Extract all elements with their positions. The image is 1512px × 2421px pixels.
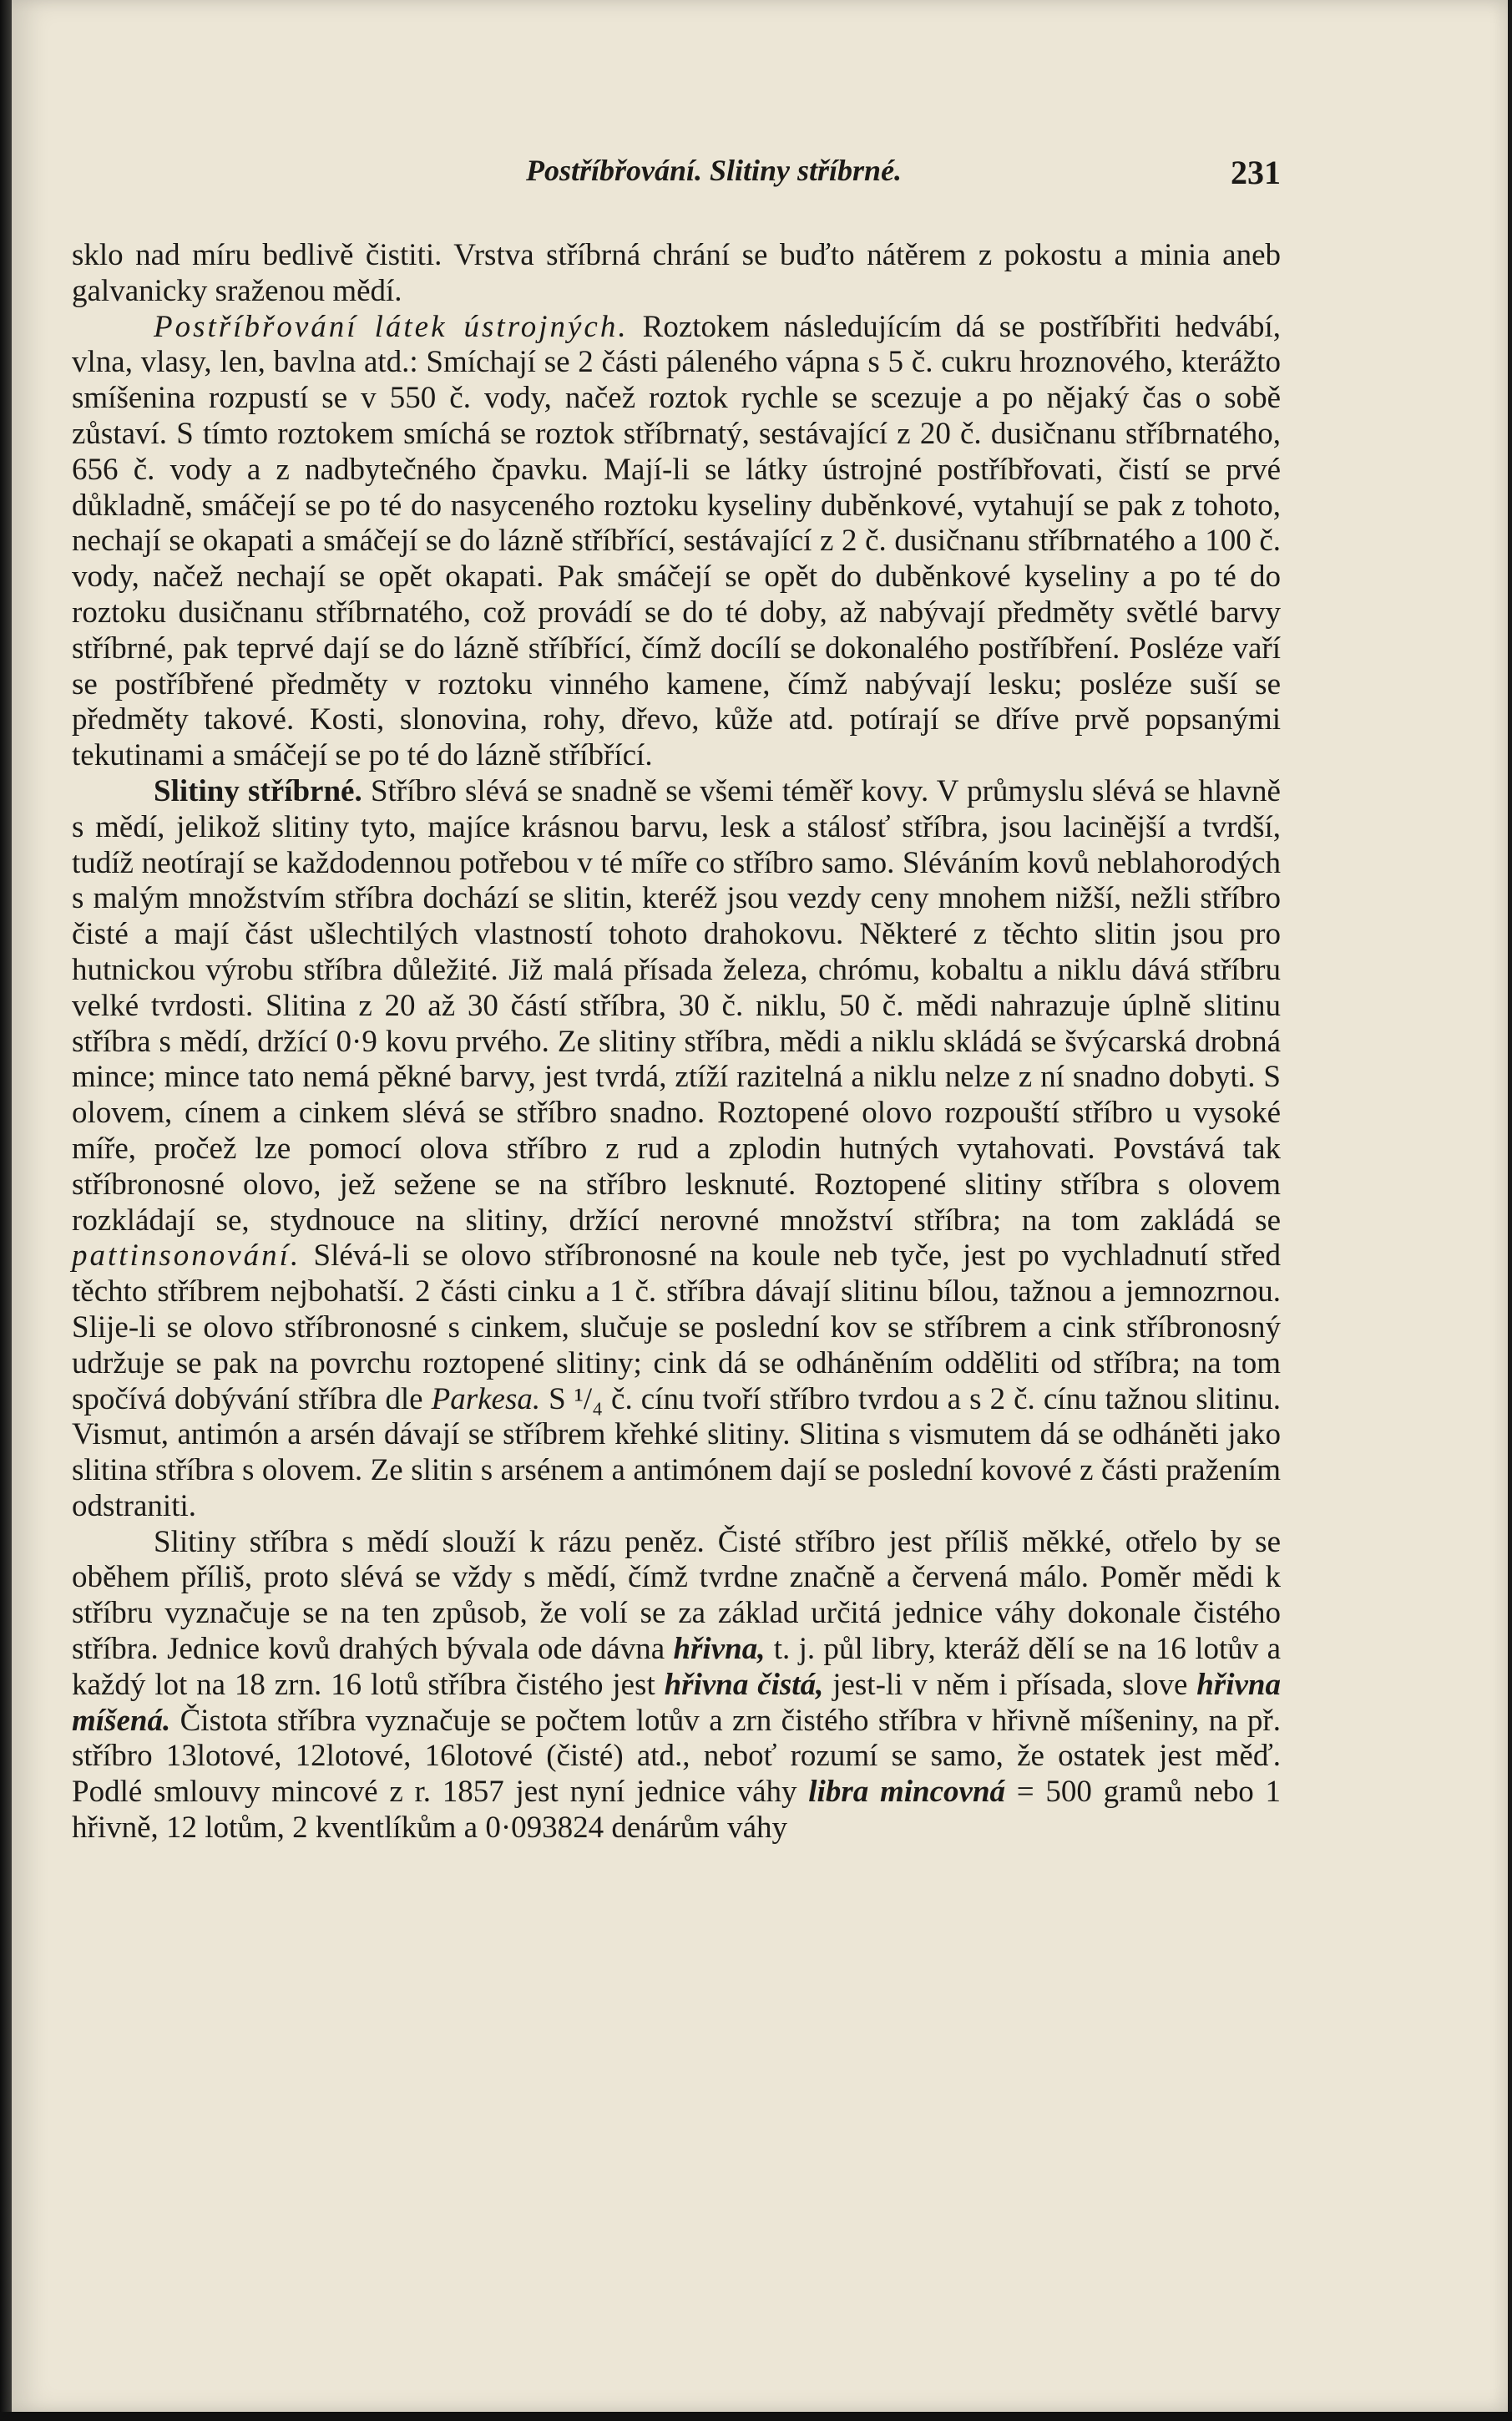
paragraph-3-text-c: S ¹/₄ č. cínu tvoří stříbro tvrdou a s 2 č. cínu tažnou slitinu. Vismut, antimón a arsén dávají se stříbrem křehké slitiny. Slitina s vismutem dá se odháněti jako slitina stříbra s olovem. Ze slitin s arsénem a antimónem dají se poslední kovové z části pražením odstraniti. [72, 1381, 1281, 1523]
section-heading-organic-silvering: Postříbřování látek ústrojných. [154, 309, 629, 344]
term-parkes: Parkesa. [431, 1381, 541, 1416]
term-pattinsonovani: pattinsonování. [72, 1238, 301, 1274]
paragraph-1-text: sklo nad míru bedlivě čistiti. Vrstva stříbrná chrání se buďto nátěrem z pokostu a minia aneb galvanicky sraženou mědí. [72, 238, 1281, 308]
paragraph-3-text-a: Stříbro slévá se snadně se všemi téměř kovy. V průmyslu slévá se hlavně s mědí, jelikož slitiny tyto, majíce krásnou barvu, lesk a stálosť stříbra, jsou lacinější a tvrdší, tudíž neotírají se každodennou potřebou v té míře co stříbro samo. Sléváním kovů neblahorodých s malým množstvím stříbra dochází se slitin, kteréž jsou vezdy ceny mnohem nižší, nežli stříbro čisté a mají část ušlechtilých vlastností tohoto drahokovu. Některé z těchto slitin jsou pro hutnickou výrobu stříbra důležité. Již malá přísada železa, chrómu, kobaltu a niklu dává stříbru velké tvrdosti. Slitina z 20 až 30 částí stříbra, 30 č. niklu, 50 č. mědi nahrazuje úplně slitinu stříbra s mědí, držící 0·9 kovu prvého. Ze slitiny stříbra, mědi a niklu skládá se švýcarská drobná mince; mince tato nemá pěkné barvy, jest tvrdá, ztíží razitelná a niklu nelze z ní snadno dobyti. S olovem, cínem a cinkem slévá se stříbro snadno. Roztopené olovo rozpouští stříbro u vysoké míře, pročež lze pomocí olova stříbro z rud a zplodin hutných vytahovati. Povstává tak stříbronosné olovo, jež sežene se na stříbro lesknuté. Roztopené slitiny stříbra s olovem rozkládají se, stydnouce na slitiny, držící nerovné množství stříbra; na tom zakládá se [72, 773, 1281, 1238]
page-number: 231 [1231, 154, 1281, 191]
term-hrivna-cista: hřivna čistá, [664, 1667, 824, 1702]
paragraph-3 [72, 774, 1281, 1525]
running-title: Postříbřování. Slitiny stříbrné. [525, 154, 903, 187]
page-header [72, 153, 1281, 195]
paragraph-4 [72, 1525, 1281, 1846]
term-hrivna-misena: hřivna míšená. [72, 1667, 1281, 1738]
term-hrivna: hřivna, [673, 1632, 766, 1667]
paragraph-2 [72, 310, 1281, 774]
paragraph-4-text-e: = 500 gramů nebo 1 hřivně, 12 lotům, 2 kventlíkům a 0·093824 denárům váhy [72, 1775, 1281, 1846]
paragraph-2-text: Roztokem následujícím dá se postříbřiti hedvábí, vlna, vlasy, len, bavlna atd.: Smíchají se 2 části páleného vápna s 5 č. cukru hroznového, kterážto smíšenina rozpustí se v 550 č. vody, načež roztok rychle se scezuje a po nějaký čas o sobě zůstaví. S tímto roztokem smíchá se roztok stříbrnatý, sestávající z 20 č. dusičnanu stříbrnatého, 656 č. vody a z nadbytečného čpavku. Mají-li se látky ústrojné postříbřovati, čistí se prvé důkladně, smáčejí se po té do nasyceného roztoku kyseliny duběnkové, vytahují se pak z tohoto, nechají se okapati a smáčejí se do lázně stříbřící, sestávající z 2 č. dusičnanu stříbrnatého a 100 č. vody, načež nechají se opět okapati. Pak smáčejí se opět do duběnkové kyseliny a po té do roztoku dusičnanu stříbrnatého, což provádí se do té doby, až nabývají předměty světlé barvy stříbrné, pak teprvé dají se do lázně stříbřící, čímž docílí se dokonalého postříbření. Posléze vaří se postříbřené předměty v roztoku vinného kamene, čímž nabývají lesku; posléze suší se předměty takové. Kosti, slonovina, rohy, dřevo, kůže atd. potírají se dříve prvě popsanými tekutinami a smáčejí se po té do lázně stříbřící. [72, 309, 1281, 773]
paragraph-3-text-b: Slévá-li se olovo stříbronosné na koule neb tyče, jest po vychladnutí střed těchto stříbrem nejbohatší. 2 části cinku a 1 č. stříbra dávají slitinu bílou, tažnou a jemnozrnou. Slije-li se olovo stříbronosné s cinkem, slučuje se poslední kov se stříbrem a cink stříbronosný udržuje se pak na povrchu roztopené slitiny; cink dá se odháněním odděliti od stříbra; na tom spočívá dobývání stříbra dle [72, 1238, 1281, 1416]
page-bottom-edge [0, 2412, 1512, 2421]
section-heading-silver-alloys: Slitiny stříbrné. [154, 773, 362, 808]
paragraph-4-text-c: jest-li v něm i přísada, slove [823, 1667, 1197, 1702]
book-spine-shadow [0, 0, 12, 2421]
paragraph-4-text-a: Slitiny stříbra s mědí slouží k rázu peněz. Čisté stříbro jest příliš měkké, otřelo by se oběhem příliš, proto slévá se vždy s mědí, čímž tvrdne značně a červená málo. Poměr mědi k stříbru vyznačuje se na ten způsob, že volí se za základ určitá jednice váhy dokonale čistého stříbra. Jednice kovů drahých bývala ode dávna [72, 1524, 1281, 1667]
paragraph-4-text-d: Čistota stříbra vyznačuje se počtem lotův a zrn čistého stříbra v hřivně míšeniny, na př. stříbro 13lotové, 12lotové, 16lotové (čisté) atd., neboť rozumí se samo, že ostatek jest měď. Podlé smlouvy mincové z r. 1857 jest nyní jednice váhy [72, 1703, 1281, 1810]
body-text [72, 238, 1281, 1846]
term-libra-mincovna: libra mincovná [808, 1775, 1006, 1810]
paragraph-1 [72, 238, 1281, 310]
paragraph-4-text-b: t. j. půl libry, kteráž dělí se na 16 lotův a každý lot na 18 zrn. 16 lotů stříbra čistého jest [72, 1632, 1281, 1702]
